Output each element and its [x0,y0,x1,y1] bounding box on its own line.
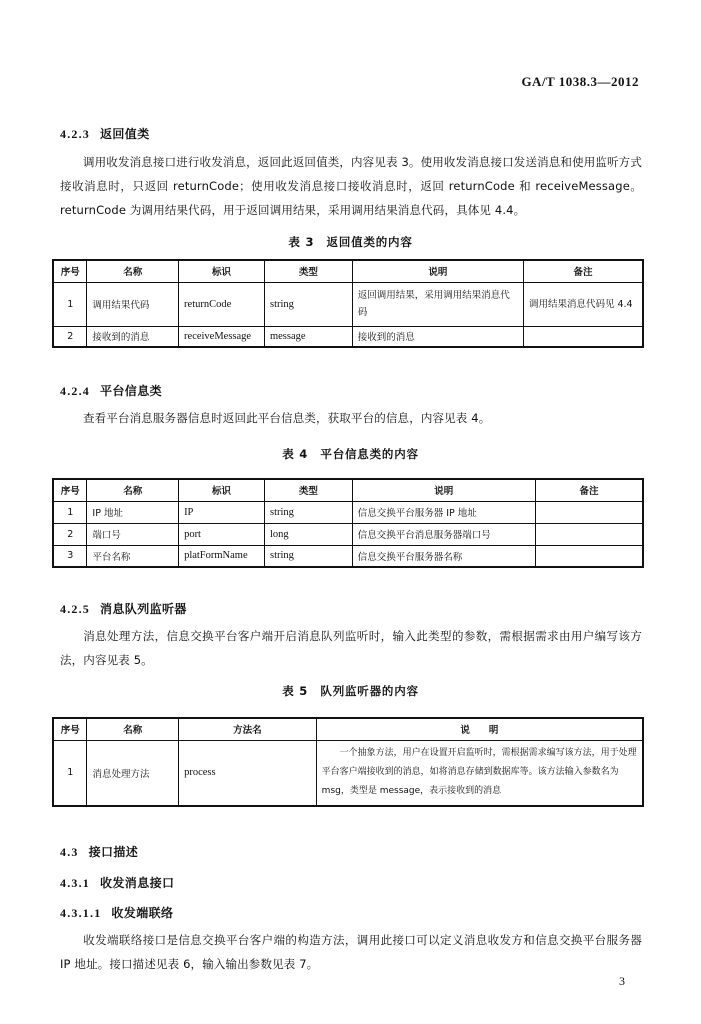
paragraph-text: 调用收发消息接口进行收发消息，返回此返回值类，内容见表 3。使用收发消息接口发送消息和使用监听方式接收消息时，只返回 returnCode；使用收发消息接口接收消息时，返回 returnCode 和 receiveMessage。returnCode 为调用结果代码，用于返回调用结果，采用调用结果消息代码，具体见 4.4。 [60,155,642,217]
paragraph-4-3-1-1 [60,928,642,976]
table-row [53,282,643,326]
table-cell: process [179,740,317,806]
column-header: 类型 [265,479,353,501]
table-cell: 1 [53,282,87,326]
table-cell: message [264,326,352,347]
section-title: 消息队列监听器 [100,602,187,616]
column-header: 备注 [523,260,643,282]
table-cell: 2 [53,326,87,347]
table-cell: IP 地址 [87,501,179,523]
section-number: 4.2.3 [60,127,90,141]
table-cell: 1 [53,501,87,523]
table3-caption: 表 3 返回值类的内容 [288,235,413,249]
column-header: 名称 [87,260,179,282]
table-cell: port [179,523,265,545]
column-header: 名称 [87,479,179,501]
section-heading-4-3-1-1 [60,904,173,921]
column-header: 说 明 [316,718,643,740]
section-number: 4.2.5 [60,602,90,616]
page-number: 3 [619,974,625,988]
table-cell: 一个抽象方法，用户在设置开启监听时，需根据需求编写该方法，用于处理平台客户端接收到的消息，如将消息存储到数据库等。该方法输入参数名为 msg，类型是 message，表示接收到的消息 [316,740,643,806]
table-row [53,523,643,545]
table-cell [535,501,643,523]
section-heading-4-3 [60,843,138,860]
paragraph-4-2-5 [60,624,642,672]
paragraph-text: 查看平台消息服务器信息时返回此平台信息类，获取平台的信息，内容见表 4。 [83,411,491,425]
table-cell: 端口号 [87,523,179,545]
table-header-row [53,718,643,740]
table-cell: 返回调用结果，采用调用结果消息代码 [352,282,523,326]
table-cell: long [265,523,353,545]
column-header: 类型 [264,260,352,282]
table-cell: IP [179,501,265,523]
table-cell [535,523,643,545]
table-cell: 接收到的消息 [352,326,523,347]
table-cell: string [265,501,353,523]
table-cell [535,545,643,567]
table-cell [523,326,643,347]
table-cell: 消息处理方法 [87,740,179,806]
column-header: 标识 [179,260,265,282]
section-heading-4-2-4 [60,382,162,399]
table-row [53,545,643,567]
paragraph-4-2-4 [60,406,642,430]
table5-caption: 表 5 队列监听器的内容 [282,684,419,698]
table-cell: 信息交换平台服务器 IP 地址 [352,501,535,523]
section-title: 收发消息接口 [100,876,175,890]
table-cell: string [264,282,352,326]
paragraph-4-2-3 [60,150,642,222]
table-row [53,326,643,347]
column-header: 标识 [179,479,265,501]
standard-code: GA/T 1038.3—2012 [521,74,639,89]
table-cell: 接收到的消息 [87,326,179,347]
section-title: 平台信息类 [100,384,163,398]
column-header: 备注 [535,479,643,501]
column-header: 名称 [87,718,179,740]
section-number: 4.3.1 [60,876,90,890]
section-number: 4.3.1.1 [60,906,102,920]
column-header: 序号 [53,479,87,501]
column-header: 序号 [53,718,87,740]
table-cell: 信息交换平台消息服务器端口号 [352,523,535,545]
table-header-row [53,260,643,282]
section-title: 返回值类 [100,127,150,141]
table-cell: receiveMessage [179,326,265,347]
paragraph-text: 收发端联络接口是信息交换平台客户端的构造方法，调用此接口可以定义消息收发方和信息交换平台服务器 IP 地址。接口描述见表 6，输入输出参数见表 7。 [60,933,642,971]
column-header: 说明 [352,260,523,282]
table-cell: platFormName [179,545,265,567]
table-cell: returnCode [179,282,265,326]
section-heading-4-2-5 [60,600,187,617]
table4 [52,478,644,568]
section-title: 接口描述 [88,845,139,859]
column-header: 序号 [53,260,87,282]
table-cell: 2 [53,523,87,545]
table-header-row [53,479,643,501]
table-cell: 1 [53,740,87,806]
table-cell: 调用结果代码 [87,282,179,326]
table-row [53,501,643,523]
paragraph-text: 消息处理方法，信息交换平台客户端开启消息队列监听时，输入此类型的参数，需根据需求由用户编写该方法，内容见表 5。 [60,629,642,667]
table-cell: 信息交换平台服务器名称 [352,545,535,567]
section-heading-4-3-1 [60,874,174,891]
table5 [52,717,644,807]
table3 [52,259,644,348]
column-header: 说明 [352,479,535,501]
section-number: 4.3 [60,845,79,859]
column-header: 方法名 [179,718,317,740]
table-cell: 平台名称 [87,545,179,567]
table-cell: 调用结果消息代码见 4.4 [523,282,643,326]
section-number: 4.2.4 [60,384,90,398]
table-cell: string [265,545,353,567]
section-title: 收发端联络 [111,906,174,920]
section-heading-4-2-3 [60,125,150,142]
table4-caption: 表 4 平台信息类的内容 [282,447,419,461]
table-cell: 3 [53,545,87,567]
table-row [53,740,643,806]
